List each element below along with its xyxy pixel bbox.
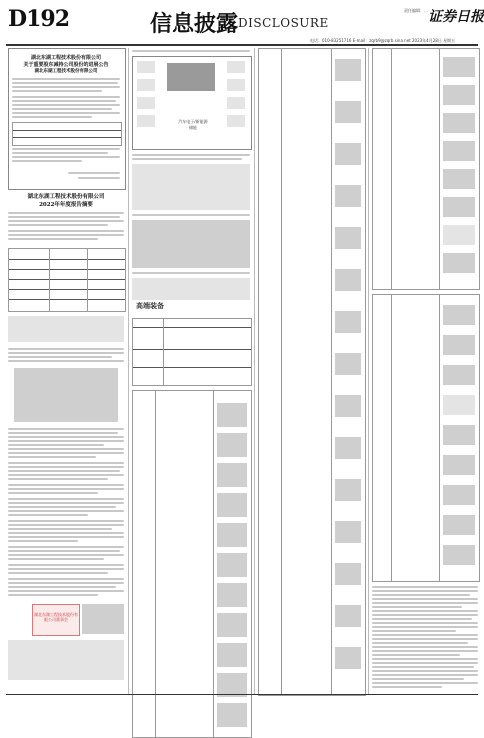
shareholding-table: [12, 122, 122, 146]
table-rule: [9, 269, 125, 270]
product-thumb: [335, 479, 361, 501]
text-line: [132, 272, 250, 274]
equipment-row: [132, 278, 250, 300]
text-line: [372, 610, 478, 612]
product-thumb: [443, 57, 475, 77]
text-line: [372, 622, 478, 624]
text-line: [8, 360, 124, 362]
table-rule: [9, 279, 125, 280]
table-rule: [13, 130, 121, 131]
table-rule: [133, 327, 251, 328]
vehicle-illustration: [167, 63, 215, 91]
text-line: [372, 614, 478, 616]
diagram-caption-2: 储能: [189, 125, 197, 130]
product-thumb: [443, 253, 475, 273]
text-line: [8, 582, 124, 584]
text-line: [8, 230, 124, 232]
text-line: [12, 78, 120, 80]
table-col-rule: [391, 49, 392, 289]
text-line: [8, 540, 78, 542]
component-photos-2: [132, 220, 250, 268]
text-line: [8, 484, 124, 486]
equipment-photo: [82, 604, 124, 634]
text-line: [8, 474, 124, 476]
product-thumb: [335, 227, 361, 249]
text-line: [8, 586, 116, 588]
product-thumb: [335, 353, 361, 375]
text-line: [8, 444, 104, 446]
text-line: [8, 436, 124, 438]
text-line: [8, 224, 108, 226]
text-line: [8, 356, 112, 358]
product-thumb: [335, 395, 361, 417]
text-line: [8, 524, 124, 526]
table-col-rule: [281, 49, 282, 695]
product-thumb: [217, 703, 247, 727]
product-thumb: [443, 85, 475, 105]
text-line: [8, 234, 124, 236]
article-2-company: 湖北东湖工程技术股份有限公司: [27, 194, 105, 200]
table-col-rule: [87, 249, 88, 311]
diagram-icon: [137, 97, 155, 109]
text-line: [8, 466, 124, 468]
product-thumb: [443, 395, 475, 415]
table-rule: [9, 289, 125, 290]
diagram-icon: [227, 97, 245, 109]
stamp-label: 湖北东湖工程技术股份有限公司董事会: [34, 612, 78, 622]
product-table: [132, 390, 252, 738]
product-thumb: [443, 485, 475, 505]
text-line: [8, 216, 120, 218]
text-line: [372, 606, 462, 608]
article-1-company: 湖北东湖工程技术股份有限公司: [30, 55, 101, 61]
section-subtitle: DISCLOSURE: [238, 16, 329, 30]
product-table-col3: [258, 48, 366, 696]
text-line: [8, 564, 124, 566]
product-thumb: [443, 515, 475, 535]
diagram-icon: [227, 61, 245, 73]
text-line: [12, 82, 118, 84]
text-line: [8, 536, 124, 538]
text-line: [8, 470, 120, 472]
diagram-icon: [137, 115, 155, 127]
text-line: [8, 590, 124, 592]
text-line: [12, 116, 92, 118]
text-line: [372, 658, 478, 660]
product-thumb: [335, 605, 361, 627]
text-line: [12, 112, 120, 114]
diagram-icon: [227, 79, 245, 91]
text-line: [8, 428, 124, 430]
editor-line: 责任编辑：…: [404, 8, 428, 13]
text-line: [372, 666, 474, 668]
text-line: [8, 514, 88, 516]
diagram-icon: [137, 61, 155, 73]
text-line: [12, 86, 120, 88]
table-col-rule: [155, 391, 156, 737]
column-divider: [368, 48, 369, 694]
text-line: [8, 456, 96, 458]
text-line: [372, 654, 460, 656]
text-line: [372, 586, 478, 588]
masthead-rule: [6, 44, 478, 46]
text-line: [12, 156, 120, 158]
stamp-box: [32, 604, 80, 636]
product-thumb: [443, 141, 475, 161]
product-thumb: [335, 647, 361, 669]
table-col-rule: [213, 391, 214, 737]
text-line: [372, 650, 478, 652]
text-line: [372, 662, 478, 664]
text-line: [8, 568, 124, 570]
text-line: [372, 634, 478, 636]
product-thumb: [217, 523, 247, 547]
product-thumb: [335, 101, 361, 123]
text-line: [8, 492, 98, 494]
product-thumb: [335, 521, 361, 543]
diagram-caption: 汽车电子/新能源: [178, 119, 208, 124]
text-line: [8, 488, 124, 490]
table-col-rule: [331, 49, 332, 695]
product-thumb: [443, 197, 475, 217]
text-line: [372, 678, 464, 680]
product-thumb: [217, 613, 247, 637]
text-line: [12, 104, 120, 106]
product-thumb: [443, 425, 475, 445]
text-line: [8, 220, 124, 222]
diagram-icon: [227, 115, 245, 127]
text-line: [372, 618, 472, 620]
text-line: [12, 96, 120, 98]
column-divider: [254, 48, 255, 694]
product-photo-strip: [8, 640, 124, 680]
text-line: [8, 532, 124, 534]
text-line: [8, 212, 124, 214]
text-line: [8, 502, 124, 504]
text-line: [8, 550, 120, 552]
text-line: [8, 594, 98, 596]
product-thumb: [217, 583, 247, 607]
text-line: [372, 594, 470, 596]
application-diagram: [132, 56, 252, 150]
product-thumb: [335, 185, 361, 207]
text-line: [372, 670, 478, 672]
text-line: [132, 158, 242, 160]
text-line: [8, 238, 98, 240]
text-line: [8, 478, 108, 480]
table-rule: [133, 349, 251, 350]
signature-line: [68, 172, 120, 174]
text-line: [8, 558, 104, 560]
table-col-rule: [391, 295, 392, 581]
product-thumb: [443, 225, 475, 245]
table-col-rule: [163, 319, 164, 385]
text-line: [8, 462, 124, 464]
product-thumb: [217, 643, 247, 667]
text-line: [372, 674, 478, 676]
section-title: 信息披露: [150, 11, 239, 37]
financial-table: [8, 248, 126, 312]
text-line: [372, 602, 478, 604]
text-line: [372, 626, 478, 628]
product-table-col4: [372, 48, 480, 290]
product-thumb: [217, 463, 247, 487]
text-line: [8, 528, 112, 530]
table-rule: [9, 259, 125, 260]
text-line: [372, 638, 478, 640]
text-line: [12, 100, 116, 102]
text-line: [12, 148, 120, 150]
text-line: [12, 108, 112, 110]
page-code: D192: [8, 6, 70, 32]
text-line: [8, 554, 124, 556]
product-thumb: [443, 169, 475, 189]
text-line: [8, 578, 124, 580]
text-line: [372, 642, 468, 644]
article-1-title-2: 湖北东湖工程技术股份有限公司: [34, 69, 98, 74]
text-line: [372, 598, 478, 600]
product-thumb: [217, 553, 247, 577]
text-line: [372, 682, 478, 684]
text-line: [8, 348, 124, 350]
text-line: [372, 630, 456, 632]
product-thumb: [335, 311, 361, 333]
product-thumb: [217, 433, 247, 457]
text-line: [8, 452, 124, 454]
text-line: [8, 432, 118, 434]
text-line: [8, 448, 124, 450]
text-line: [8, 498, 124, 500]
table-col-rule: [439, 49, 440, 289]
product-thumb: [443, 365, 475, 385]
component-photos: [132, 164, 250, 210]
date-line: [78, 177, 120, 179]
business-table: [132, 318, 252, 386]
text-line: [8, 520, 124, 522]
product-thumb: [335, 563, 361, 585]
product-thumb: [443, 545, 475, 565]
text-line: [8, 440, 124, 442]
text-line: [8, 352, 124, 354]
text-line: [372, 646, 478, 648]
product-thumb: [335, 143, 361, 165]
product-thumb: [443, 305, 475, 325]
text-line: [8, 572, 108, 574]
table-col-rule: [49, 249, 50, 311]
text-line: [8, 510, 124, 512]
table-rule: [13, 137, 121, 138]
product-thumb: [443, 455, 475, 475]
issue-meta-line: 电话：010-83251716 E-mail：zqrb9@zqrb.sina.net 2023年4月28日 星期五: [310, 38, 456, 43]
text-line: [132, 50, 250, 52]
table-rule: [9, 299, 125, 300]
table-rule: [133, 367, 251, 368]
product-thumb: [443, 113, 475, 133]
text-line: [12, 90, 102, 92]
text-line: [372, 590, 478, 592]
text-line: [132, 214, 250, 216]
column-divider: [128, 48, 129, 694]
text-line: [12, 152, 108, 154]
industry-diagram: [14, 368, 118, 422]
footer-rule: [6, 694, 478, 695]
text-line: [12, 160, 82, 162]
product-thumb: [335, 269, 361, 291]
text-line: [372, 686, 442, 688]
table-col-rule: [439, 295, 440, 581]
product-image-strip: [8, 316, 124, 342]
product-thumb: [335, 437, 361, 459]
product-thumb: [335, 59, 361, 81]
section-label: 高端装备: [136, 302, 164, 310]
article-1-title: 关于重要股东减持公司股份的进展公告: [23, 62, 109, 68]
text-line: [8, 506, 116, 508]
product-thumb: [217, 493, 247, 517]
text-line: [132, 154, 250, 156]
product-thumb: [443, 335, 475, 355]
text-line: [8, 546, 124, 548]
diagram-icon: [137, 79, 155, 91]
product-table-col4b: [372, 294, 480, 582]
article-2-title: 2022年年度报告摘要: [39, 202, 93, 208]
newspaper-brand-logo: 证券日报: [428, 9, 484, 25]
product-thumb: [217, 403, 247, 427]
